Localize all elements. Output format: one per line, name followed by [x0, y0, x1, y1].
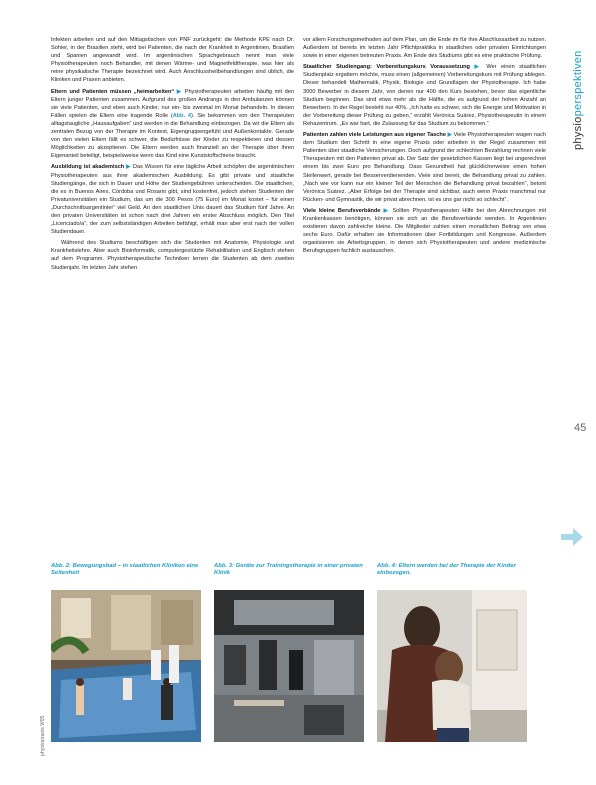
caption-fig2 [51, 563, 201, 578]
triangle-right-icon: ▶ [176, 88, 183, 95]
caption-fig3 [214, 563, 364, 578]
paragraph-text: Das Wissen für eine tägliche Arbeit schöpfen die argentinischen Physiotherapeuten aus ihrer akademischen Ausbildung. Es gibt private und staatliche Studiengänge, die sich in Dauer und Höhe der Studiengebühren unterscheiden. Die staatlichen, die es in Buenos Aires, Córdoba und Rosario gibt, sind kostenfrei, jedoch stehen Studenten der Privatuniversitäten ein Studium, das um die 300 Pesos (75 Euro) im Monat kostet – für einen „Durchschnittsargentinier“ viel Geld. An den staatlichen Unis dauert das Studium fünf Jahre. An den privaten Universitäten ist schon nach drei Jahren ein erster Abschluss möglich. Den Titel „Licenciado/a“, der zum selbstständigen Arbeiten befähigt, erhält man aber erst nach der vollen Studiendauer. [51, 164, 294, 236]
paragraph-text: Infekten arbeiten und auf den Mittagstischen von PNF zurückgeht: die Methode KPE nach Dr. Sohier, in der Brasilien steht, wird bei Patienten, die nach der Krankheit in Argentinien, Brasilien und Spanien angewandt wird. Im argentinischen Sprachgebrauch nennt man viele Physiotherapeuten noch Behandler, mit denen Wärme- und Magnetfeldtherapie, was hier als reine physikalische Therapie bezeichnet wird. Auch Anschlussheilbehandlungen sind üblich, die Kliniken und Praxen anbieten. [51, 37, 294, 84]
left-text-column [51, 36, 294, 275]
paragraph-text: vor allem Forschungsmethoden auf dem Plan, um die Ende im für ihre Abschlussarbeit zu nutzen. Außerdem ist bereits im letzten Jahr Pflichtpraktika in staatlichen oder privaten Einrichtungen sowie in einer eigenen betreuten Praxis. Am Ende des Studiums gibt es eine praktische Prüfung. [303, 37, 546, 60]
paragraph-text: Während des Studiums beschäftigen sich die Studenten mit Anatomie, Physiologie und Krankheitslehre. Aber auch Bioinformatik, computergestützte Rehabilitation und Englisch stehen auf dem Programm. Physiotherapeutische Techniken lernen die Studenten ab dem zweiten Studienjahr. Im letzten Jahr stehen [51, 240, 294, 271]
page-number: 45 [574, 422, 587, 434]
section-heading: Viele kleine Berufsverbände [303, 207, 381, 214]
triangle-right-icon: ▶ [447, 132, 452, 139]
left-para-2 [51, 88, 294, 161]
caption-label: Abb. 4: [377, 563, 397, 569]
left-para-1 [51, 36, 294, 85]
right-para-1 [303, 36, 546, 60]
right-text-column [303, 36, 546, 258]
section-heading: Patienten zahlen viele Leistungen aus eigener Tasche [303, 132, 446, 139]
caption-text: Eltern werden bei der Therapie der Kinder einbezogen. [377, 563, 516, 577]
photo-parent-child [377, 590, 527, 742]
caption-label: Abb. 2: [51, 563, 71, 569]
caption-text: Bewegungsbad – in staatlichen Kliniken eine Seltenheit [51, 563, 199, 577]
section-heading: Ausbildung ist akademisch [51, 164, 125, 171]
right-para-4 [303, 207, 546, 256]
paragraph-text: Wer einen staatlichen Studienplatz ergattern möchte, muss einen (allgemeinen) Vorbereitungskurs mit Prüfung ablegen. Dieser behandelt Mathematik, Physik, Biologie und Grundlagen der Physiotherapie. Ich habe 3000 Bewerber in diesem Jahr, von denen nur 400 den Kurs bestehen, bevor das eigentliche Studium beginnen. Das sind etwa mehr als die Hälfte, die es aufgrund der hohen Anzahl an Bewerbern. In der Regel besteht nur 40%. „Ich halte es schwer, sich die Energie und Motivation in der Vorbereitung dieser Prüfung zu geben,“ erzählt Verónica Suárez, Physiotherapeutin in einem Rehazentrum. „Es war hart, die Zulassung für das Studium zu bekommen.“ [303, 64, 546, 127]
left-para-4 [51, 239, 294, 271]
side-label-part1: physio [572, 116, 584, 150]
side-label-part2: perspektiven [572, 50, 584, 117]
paragraph-text-cont: ). Sie bekommen von den Therapeuten alltagstaugliche „Hausaufgaben“ und werden in die Behandlung einbezogen. Da wir die Eltern als zentralen Bezug von der Therapie im Kontext, Eigengruppengefühl und Außenkontakte. Gerade von den vielen Eltern fällt es schwer, die Bedürfnisse der Kinder zu respektieren und dessen Möglichkeiten zu akzeptieren. Die Eltern werden auch finanziell an der Therapie über ihren Eigenanteil beteiligt, beispielsweise wenn das Kind eine Kunststoffschiene braucht. [51, 112, 295, 160]
section-side-label [572, 50, 584, 150]
triangle-right-icon: ▶ [383, 207, 390, 214]
right-para-3 [303, 131, 546, 204]
left-para-3 [51, 163, 294, 236]
triangle-right-icon: ▶ [474, 64, 482, 71]
photo-gym-equipment [214, 590, 364, 742]
paragraph-text: Sollten Physiotherapeuten Hilfe bei den Abrechnungen mit Krankenkassen benötigen, können sie sich an die Berufsverbände wenden. In Argentinien existieren davon zahlreiche kleine. Die Mitglieder zahlen einen monatlichen Beitrag von etwa sechs Euro. Dafür erhalten sie Informationen über Fortbildungen und Kongresse. Außerdem organisieren sie Arbeitsgruppen, in denen sich Physiotherapeuten und andere medizinische Berufsgruppen fachlich austauschen. [303, 207, 546, 255]
arrow-right-icon[interactable] [560, 526, 584, 548]
caption-text: Geräte zur Trainingstherapie in einer privaten Klinik [214, 563, 363, 577]
section-heading: Eltern und Patienten müssen „heimarbeiten“ [51, 88, 175, 95]
paragraph-text: Physiotherapeuten arbeiten häufig mit den Eltern junger Patienten zusammen. Aufgrund des großen Andrangs in den Ambulanzen können sie viele Patienten, und eben auch Kinder, nur ein- bis zweimal im Monat behandeln. In diesen Fällen spielen die Eltern eine tragende Rolle ( [51, 88, 294, 119]
caption-fig4 [377, 563, 527, 578]
triangle-right-icon: ▶ [126, 164, 131, 171]
figure-reference-link[interactable]: Abb. 4 [172, 112, 192, 119]
right-para-2 [303, 63, 546, 128]
paragraph-text: Viele Physiotherapeuten wagen nach dem Studium den Schritt in eine eigene Praxis oder arbeiten in der Regel zusammen mit Patienten über staatliche Versicherungen. Doch aufgrund der schlechten Bezahlung rechnen viele Therapeuten mit den Patienten privat ab. Der Satz der gesetzlichen Kassen liegt bei ungerechnet einem bis zwei Euro pro Behandlung. Dass Gesundheit hat glücklicherweise einen hohen Stellenwert, gerade bei Besserverdienenden. Viele sind bereit, die Behandlung privat zu zahlen. „Nach wie vor kann nur ein kleiner Teil der Menschen die Behandlung privat bezahlen“, betont Verónica Suárez. „Aber Erfolge bei der Therapie sind sichtbar, auch wenn Praxis manchmal nur Rücken- und Gymnastik, die wir privat abrechnen, ist es uns gar nicht so schlecht“. [303, 132, 546, 203]
caption-label: Abb. 3: [214, 563, 234, 569]
magazine-label: physiopraxis 9/05 [40, 715, 46, 756]
photo-pool [51, 590, 201, 742]
section-heading: Staatlicher Studiengang: Vorbereitungskurs Voraussetzung [303, 64, 470, 71]
